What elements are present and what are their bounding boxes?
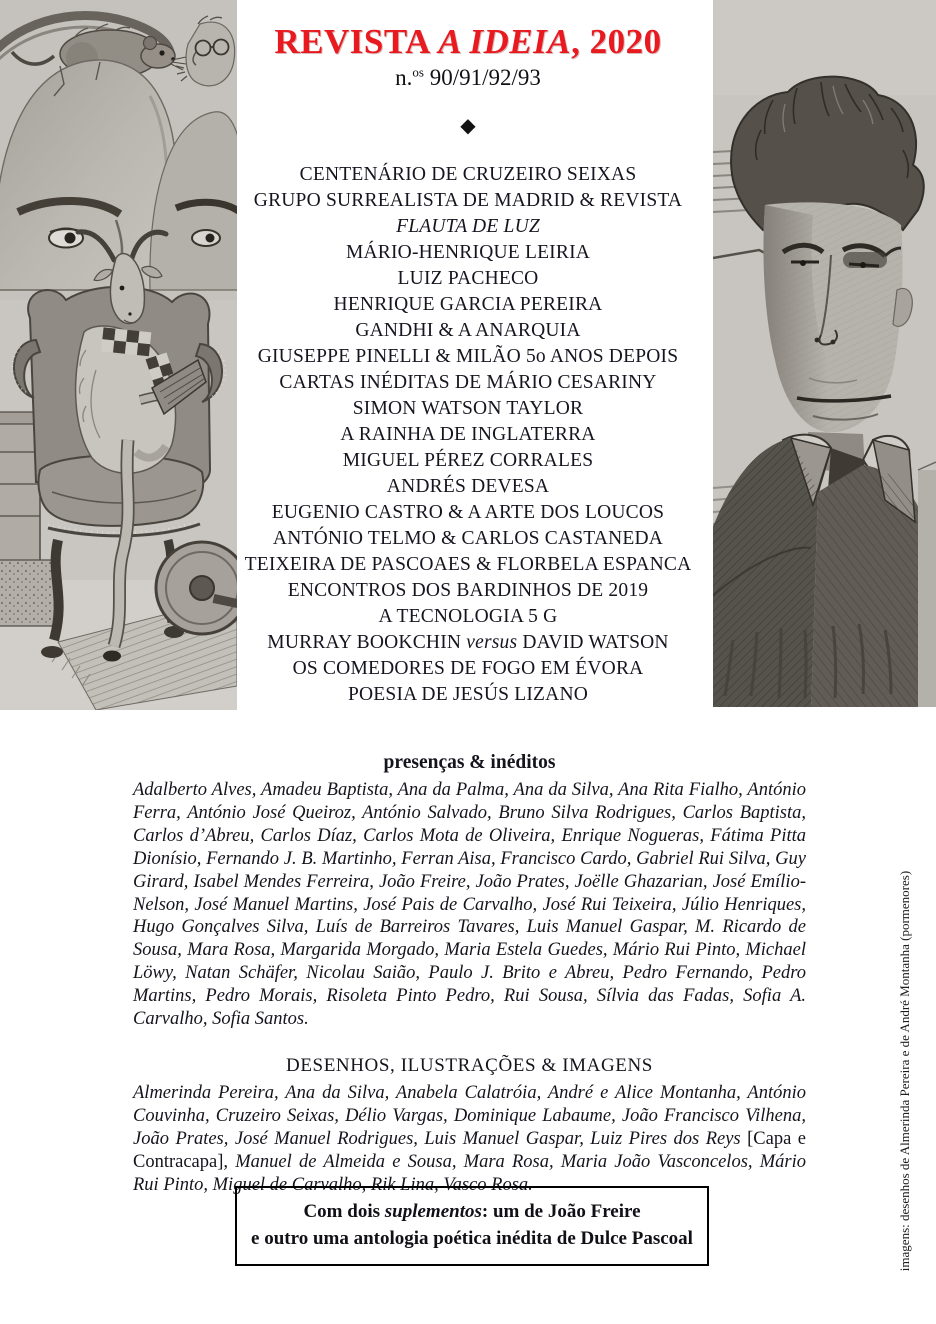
- contents-item: MURRAY BOOKCHIN versus DAVID WATSON: [267, 632, 669, 653]
- issue-superscript: os: [412, 64, 424, 80]
- checkered-scarf: [101, 327, 151, 356]
- contents-item: GRUPO SURREALISTA DE MADRID & REVISTA: [253, 190, 683, 211]
- masthead: [230, 22, 706, 136]
- diamond-icon: ◆: [460, 115, 476, 137]
- contents-item: EUGENIO CASTRO & A ARTE DOS LOUCOS: [271, 502, 665, 523]
- contents-item: MIGUEL PÉREZ CORRALES: [342, 450, 594, 471]
- contents-item: CARTAS INÉDITAS DE MÁRIO CESARINY: [279, 372, 657, 393]
- contents-item: FLAUTA DE LUZ: [396, 216, 540, 237]
- section-heading-presencas: presenças & inéditos: [383, 752, 556, 773]
- supplement-box: [235, 1186, 709, 1266]
- contents-item: CENTENÁRIO DE CRUZEIRO SEIXAS: [299, 164, 637, 185]
- contents-item: TEIXEIRA DE PASCOAES & FLORBELA ESPANCA: [244, 554, 692, 575]
- right-artwork-illustration: [713, 0, 936, 707]
- contents-item: HENRIQUE GARCIA PEREIRA: [333, 294, 603, 315]
- supplement-line-1: Com dois suplementos: um de João Freire: [303, 1201, 641, 1222]
- contents-list: [230, 162, 706, 708]
- contents-item: ANDRÉS DEVESA: [386, 476, 550, 497]
- issue-numbers: n.$^{os}$ 90/91/92/93: [395, 64, 541, 90]
- contents-item: ANTÓNIO TELMO & CARLOS CASTANEDA: [272, 528, 664, 549]
- names-section: [133, 750, 806, 1197]
- page-title: [230, 22, 706, 62]
- contents-item: POESIA DE JESÚS LIZANO: [347, 684, 589, 705]
- title-italic: A IDEIA: [438, 22, 572, 61]
- contents-item: SIMON WATSON TAYLOR: [352, 398, 584, 419]
- contents-item: LUIZ PACHECO: [397, 268, 539, 289]
- title-pre: REVISTA: [274, 22, 439, 61]
- contents-item: GANDHI & A ANARQUIA: [355, 320, 581, 341]
- left-artwork-illustration: [0, 0, 237, 710]
- contents-item: A TECNOLOGIA 5 G: [378, 606, 558, 627]
- contents-item: A RAINHA DE INGLATERRA: [340, 424, 596, 445]
- contents-item: OS COMEDORES DE FOGO EM ÉVORA: [292, 658, 644, 679]
- contents-item: MÁRIO-HENRIQUE LEIRIA: [345, 242, 591, 263]
- desenhos-names: Almerinda Pereira, Ana da Silva, Anabela Calatróia, André e Alice Montanha, António Couvinha, Cruzeiro Seixas, Délio Vargas, Dominique Labaume, João Francisco Vilhena, João Prates, José Manuel Rodrigues, Luis Manuel Gaspar, Luiz Pires dos Reys [Capa e Contracapa], Manuel de Almeida e Sousa, Mara Rosa, Maria João Vasconcelos, Mário Rui Pinto, Miguel de Carvalho, Rik Lina, Vasco Rosa.: [133, 1082, 806, 1195]
- side-caption: imagens: desenhos de Almerinda Pereira e de André Montanha (pormenores): [897, 870, 912, 1272]
- contents-item: GIUSEPPE PINELLI & MILÃO 5o ANOS DEPOIS: [257, 346, 679, 367]
- contents-item: ENCONTROS DOS BARDINHOS DE 2019: [287, 580, 649, 601]
- presencas-names: Adalberto Alves, Amadeu Baptista, Ana da Palma, Ana da Silva, Ana Rita Fialho, António Ferra, António José Queiroz, António Salvado, Bruno Silva Rodrigues, Carlos Baptista, Carlos d’Abreu, Carlos Díaz, Carlos Mota de Oliveira, Enrique Nogueras, Fátima Pitta Dionísio, Fernando J. B. Martinho, Ferran Aisa, Francisco Cardo, Gabriel Rui Silva, Guy Girard, Isabel Mendes Ferreira, João Freire, João Prates, Joëlle Ghazarian, José Emílio-Nelson, José Manuel Martins, José Pais de Carvalho, José Rui Teixeira, Júlio Henriques, Hugo Gonçalves Silva, Luís de Barreiros Tavares, Luis Manuel Gaspar, M. Ricardo de Sousa, Mara Rosa, Margarida Morgado, Maria Estela Guedes, Mário Rui Pinto, Michael Löwy, Natan Schäfer, Nicolau Saião, Paulo J. Brito e Abreu, Pedro Fernando, Pedro Martins, Pedro Morais, Risoleta Pinto Pedro, Rui Sousa, Sílvia das Fadas, Sofia A. Carvalho, Sofia Santos.: [133, 780, 806, 1030]
- section-heading-desenhos: DESENHOS, ILUSTRAÇÕES & IMAGENS: [286, 1054, 653, 1076]
- title-post: , 2020: [571, 22, 662, 61]
- supplement-line-2: e outro uma antologia poética inédita de Dulce Pascoal: [251, 1228, 693, 1249]
